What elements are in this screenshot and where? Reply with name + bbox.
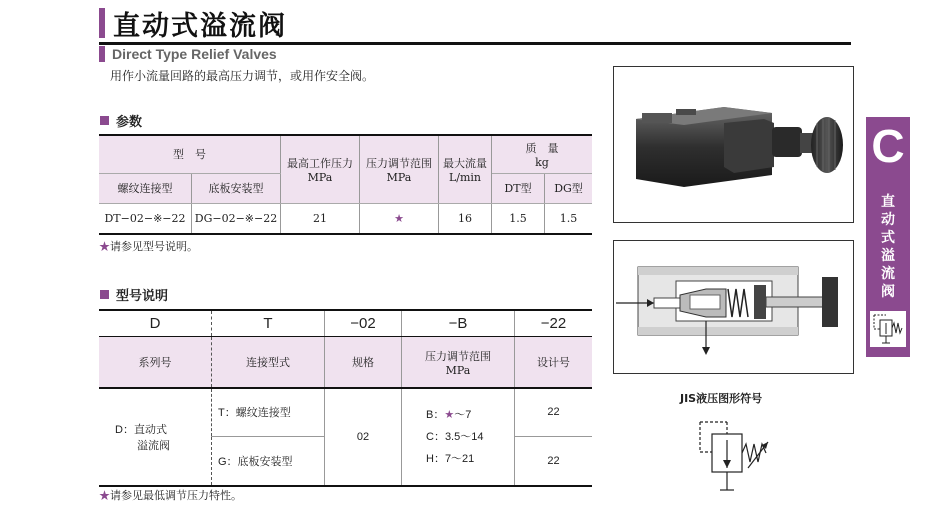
dg-mass-header: DG型 [545,173,593,203]
jis-symbol-label: JIS液压图形符号 [680,392,763,405]
side-tab-char: 溢 [881,248,895,264]
code-range: −B [402,310,515,337]
model-note [99,487,242,503]
mass-unit: kg [535,155,549,169]
model-note-text: 请参见最低调节压力特性。 [110,489,242,502]
max-flow-header [439,135,492,203]
adj-range-cell: ★ [360,203,439,234]
model-code-table [99,309,592,487]
max-flow-cell: 16 [439,203,492,234]
base-model-cell: DG−02−※−22 [192,203,281,234]
table-row [99,203,592,234]
title-accent-bar [99,8,105,38]
design-cell-2: 22 [547,454,560,467]
adj-range-header [360,135,439,203]
spec-note [99,238,198,254]
header-range-label: 压力调节范围 [425,349,491,363]
series-line-2: 溢流阀 [137,440,170,452]
header-design: 设计号 [515,337,593,389]
side-tab-char: 动 [881,212,895,228]
thread-model-cell: DT−02−※−22 [99,203,192,234]
max-pressure-unit: MPa [307,170,333,184]
header-connection: 连接型式 [212,337,325,389]
title-rule [99,42,851,45]
dt-mass-header: DT型 [492,173,545,203]
header-size: 规格 [325,337,402,389]
product-photo [613,66,854,223]
adj-range-label: 压力调节范围 [366,156,432,170]
max-pressure-label: 最高工作压力 [287,156,353,170]
header-series: 系列号 [99,337,212,389]
code-series: D [99,310,212,337]
base-mount-header: 底板安装型 [192,173,281,203]
star-icon: ★ [444,409,455,421]
size-cell: 02 [325,388,402,486]
dg-mass-cell: 1.5 [559,211,578,225]
max-pressure-header [281,135,360,203]
conn-g-cell: G：底板安装型 [212,436,325,486]
side-tab-char: 流 [881,266,895,282]
spec-note-text: 请参见型号说明。 [110,240,198,253]
range-h: H：7～21 [426,453,475,465]
side-tab-char: 直 [881,194,895,210]
header-range [402,337,515,389]
code-connection: T [212,310,325,337]
max-flow-label: 最大流量 [443,156,487,170]
range-b [426,404,514,426]
relief-valve-symbol-icon [870,311,906,347]
jis-symbol-icon [690,412,780,497]
model-header: 型 号 [99,135,281,173]
table-row [99,388,592,436]
range-cell [402,388,515,486]
code-size: −02 [325,310,402,337]
header-range-unit: MPa [445,363,471,377]
side-tab-char: 阀 [881,284,895,300]
max-pressure-cell: 21 [281,203,360,234]
header-row [99,337,592,389]
series-cell [99,388,212,486]
thread-conn-header: 螺纹连接型 [99,173,192,203]
side-tab-text [866,193,910,301]
range-b-prefix: B： [426,409,445,421]
side-tab-char: 式 [881,230,895,246]
side-tab-letter: C [871,120,905,172]
code-row [99,310,592,337]
section-title-model: 型号说明 [116,289,169,304]
conn-t-cell: T：螺纹连接型 [212,388,325,436]
series-line-1: D：直动式 [115,424,167,436]
range-b-suffix: ～7 [454,409,472,421]
cross-section-diagram [613,240,854,374]
valve-photo-illustration [614,67,853,222]
section-title-spec: 参数 [116,115,143,130]
adj-range-unit: MPa [386,170,412,184]
dt-mass-cell: 1.5 [492,203,545,234]
max-flow-unit: L/min [448,170,482,184]
valve-section-illustration [614,241,853,373]
page-subtitle: Direct Type Relief Valves [112,46,277,62]
star-icon: ★ [99,240,110,253]
design-cell-1: 22 [515,388,593,436]
section-marker-spec [100,116,109,125]
section-marker-model [100,290,109,299]
range-c: C：3.5～14 [426,431,484,443]
star-icon: ★ [99,489,110,502]
mass-header [492,135,593,173]
spec-table [99,134,592,235]
intro-text: 用作小流量回路的最高压力调节，或用作安全阀。 [110,69,375,83]
subtitle-accent-bar [99,46,105,62]
code-design: −22 [515,310,593,337]
mass-label: 质 量 [525,141,559,155]
page-title: 直动式溢流阀 [113,11,287,42]
section-side-tab [866,117,910,357]
